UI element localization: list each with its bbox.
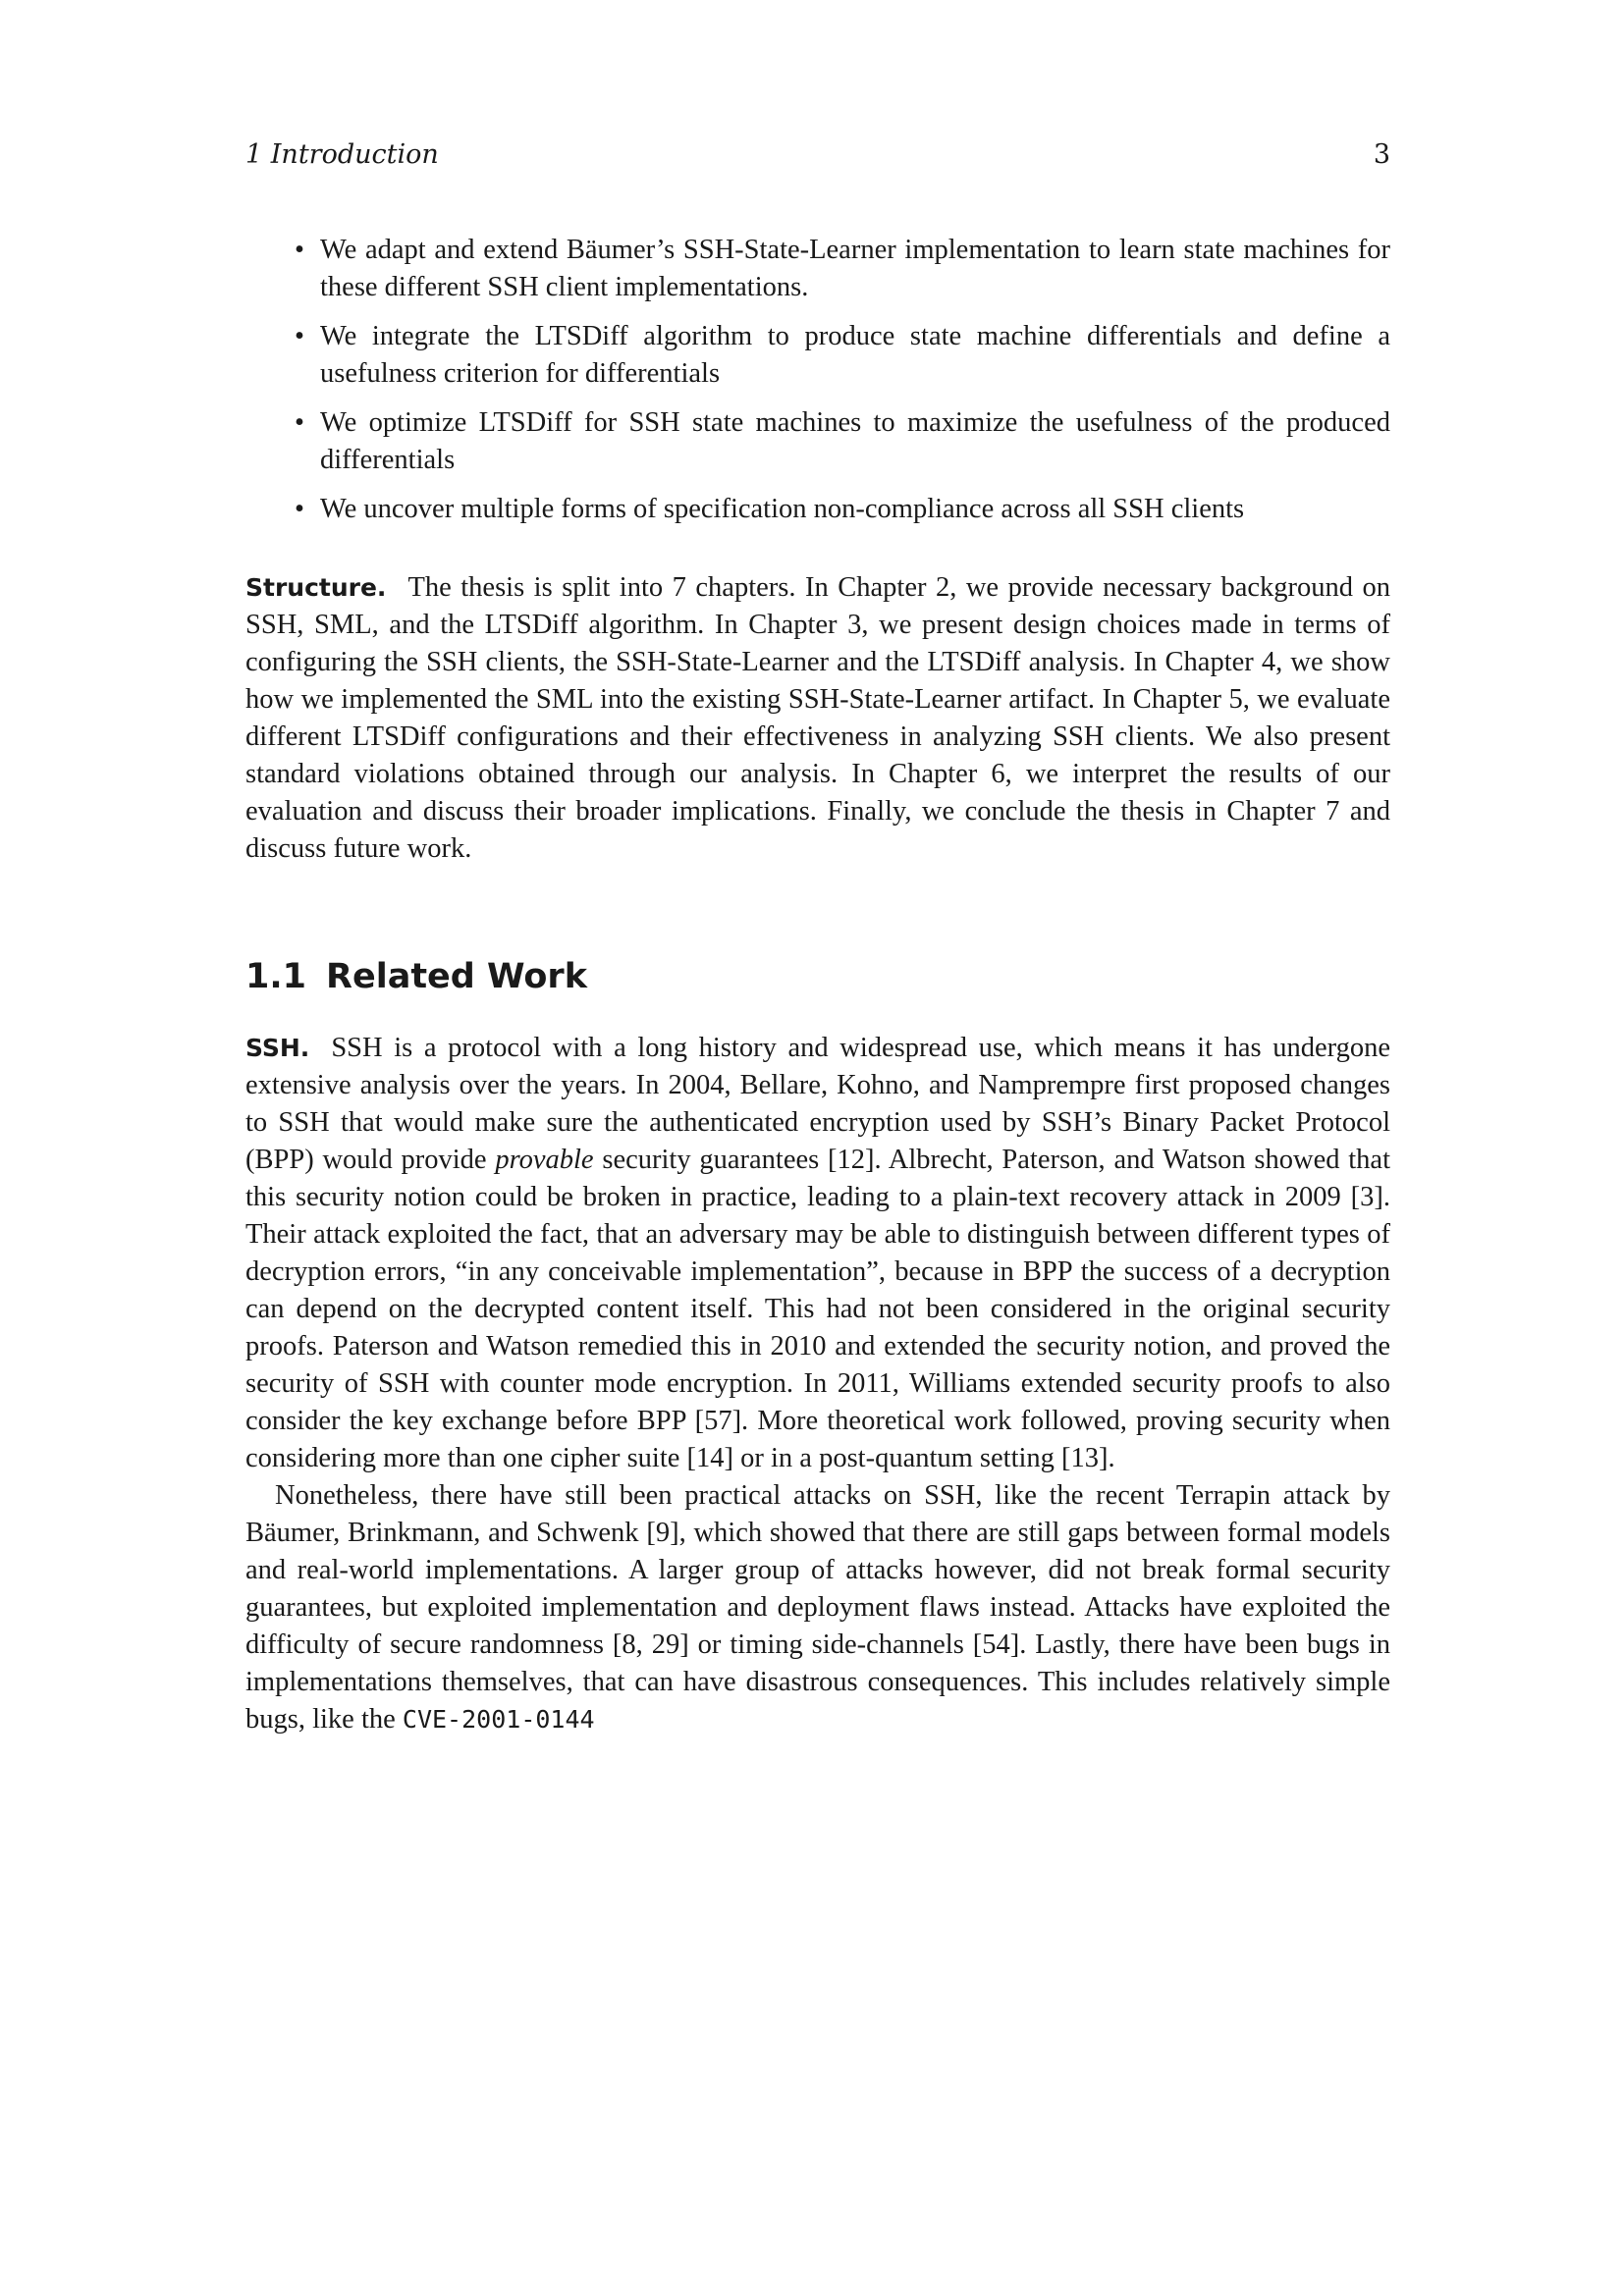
nonetheless-paragraph	[245, 1477, 1390, 1738]
bullet-icon: •	[295, 235, 304, 265]
ssh-text-part-2: security guarantees [12]. Albrecht, Paterson, and Watson showed that this security notion could be broken in practice, leading to a plain-text recovery attack in 2009 [3]. Their attack exploited the fact, that an adversary may be able to distinguish between different types of decryption errors, “in any conceivable implementation”, because in BPP the success of a decryption can depend on the decrypted content itself. This had not been considered in the original security proofs. Paterson and Watson remedied this in 2010 and extended the security notion, and proved the security of SSH with counter mode encryption. In 2011, Williams extended security proofs to also consider the key exchange before BPP [57]. More theoretical work followed, proving security when considering more than one cipher suite [14] or in a post-quantum setting [13].	[245, 1145, 1390, 1473]
nonetheless-text: Nonetheless, there have still been practical attacks on SSH, like the recent Terrapin attack by Bäumer, Brinkmann, and Schwenk [9], which showed that there are still gaps between formal models and real-world implementations. A larger group of attacks however, did not break formal security guarantees, but exploited implementation and deployment flaws instead. Attacks have exploited the difficulty of secure randomness [8, 29] or timing side-channels [54]. Lastly, there have been bugs in implementations themselves, that can have disastrous consequences. This includes relatively simple bugs, like the	[245, 1480, 1390, 1735]
bullet-icon: •	[295, 407, 304, 438]
ssh-run-in-heading: SSH.	[245, 1034, 310, 1062]
running-header	[245, 135, 1390, 175]
list-item	[245, 232, 1390, 306]
section-heading	[245, 952, 1390, 1001]
list-item	[245, 491, 1390, 528]
list-item	[245, 318, 1390, 393]
list-item-text: We optimize LTSDiff for SSH state machines to maximize the usefulness of the produced differentials	[320, 407, 1390, 475]
ssh-emphasis: provable	[495, 1145, 594, 1175]
list-item-text: We integrate the LTSDiff algorithm to produce state machine differentials and define a usefulness criterion for differentials	[320, 321, 1390, 389]
list-item-text: We adapt and extend Bäumer’s SSH-State-Learner implementation to learn state machines for these different SSH client implementations.	[320, 235, 1390, 302]
cve-code: CVE-2001-0144	[402, 1705, 595, 1734]
structure-text: The thesis is split into 7 chapters. In Chapter 2, we provide necessary background on SSH, SML, and the LTSDiff algorithm. In Chapter 3, we present design choices made in terms of configuring the SSH clients, the SSH-State-Learner and the LTSDiff analysis. In Chapter 4, we show how we implemented the SML into the existing SSH-State-Learner artifact. In Chapter 5, we evaluate different LTSDiff configurations and their effectiveness in analyzing SSH clients. We also present standard violations obtained through our analysis. In Chapter 6, we interpret the results of our evaluation and discuss their broader implications. Finally, we conclude the thesis in Chapter 7 and discuss future work.	[245, 572, 1390, 864]
contributions-list	[245, 232, 1390, 540]
structure-run-in-heading: Structure.	[245, 573, 387, 602]
structure-paragraph	[245, 569, 1390, 868]
list-item-text: We uncover multiple forms of specification non-compliance across all SSH clients	[320, 494, 1245, 524]
section-title: Related Work	[326, 957, 587, 996]
ssh-paragraph	[245, 1030, 1390, 1477]
ssh-text-part-1: SSH is a protocol with a long history and widespread use, which means it has undergone extensive analysis over the years. In 2004, Bellare, Kohno, and Namprempre first proposed changes to SSH that would make sure the authenticated encryption used by SSH’s Binary Packet Protocol (BPP) would provide	[245, 1033, 1390, 1175]
related-work-body	[245, 1030, 1390, 1738]
page-number: 3	[1373, 139, 1390, 170]
list-item	[245, 404, 1390, 479]
bullet-icon: •	[295, 321, 304, 351]
chapter-title: 1 Introduction	[245, 139, 439, 170]
section-number: 1.1	[245, 957, 307, 996]
bullet-icon: •	[295, 494, 304, 524]
